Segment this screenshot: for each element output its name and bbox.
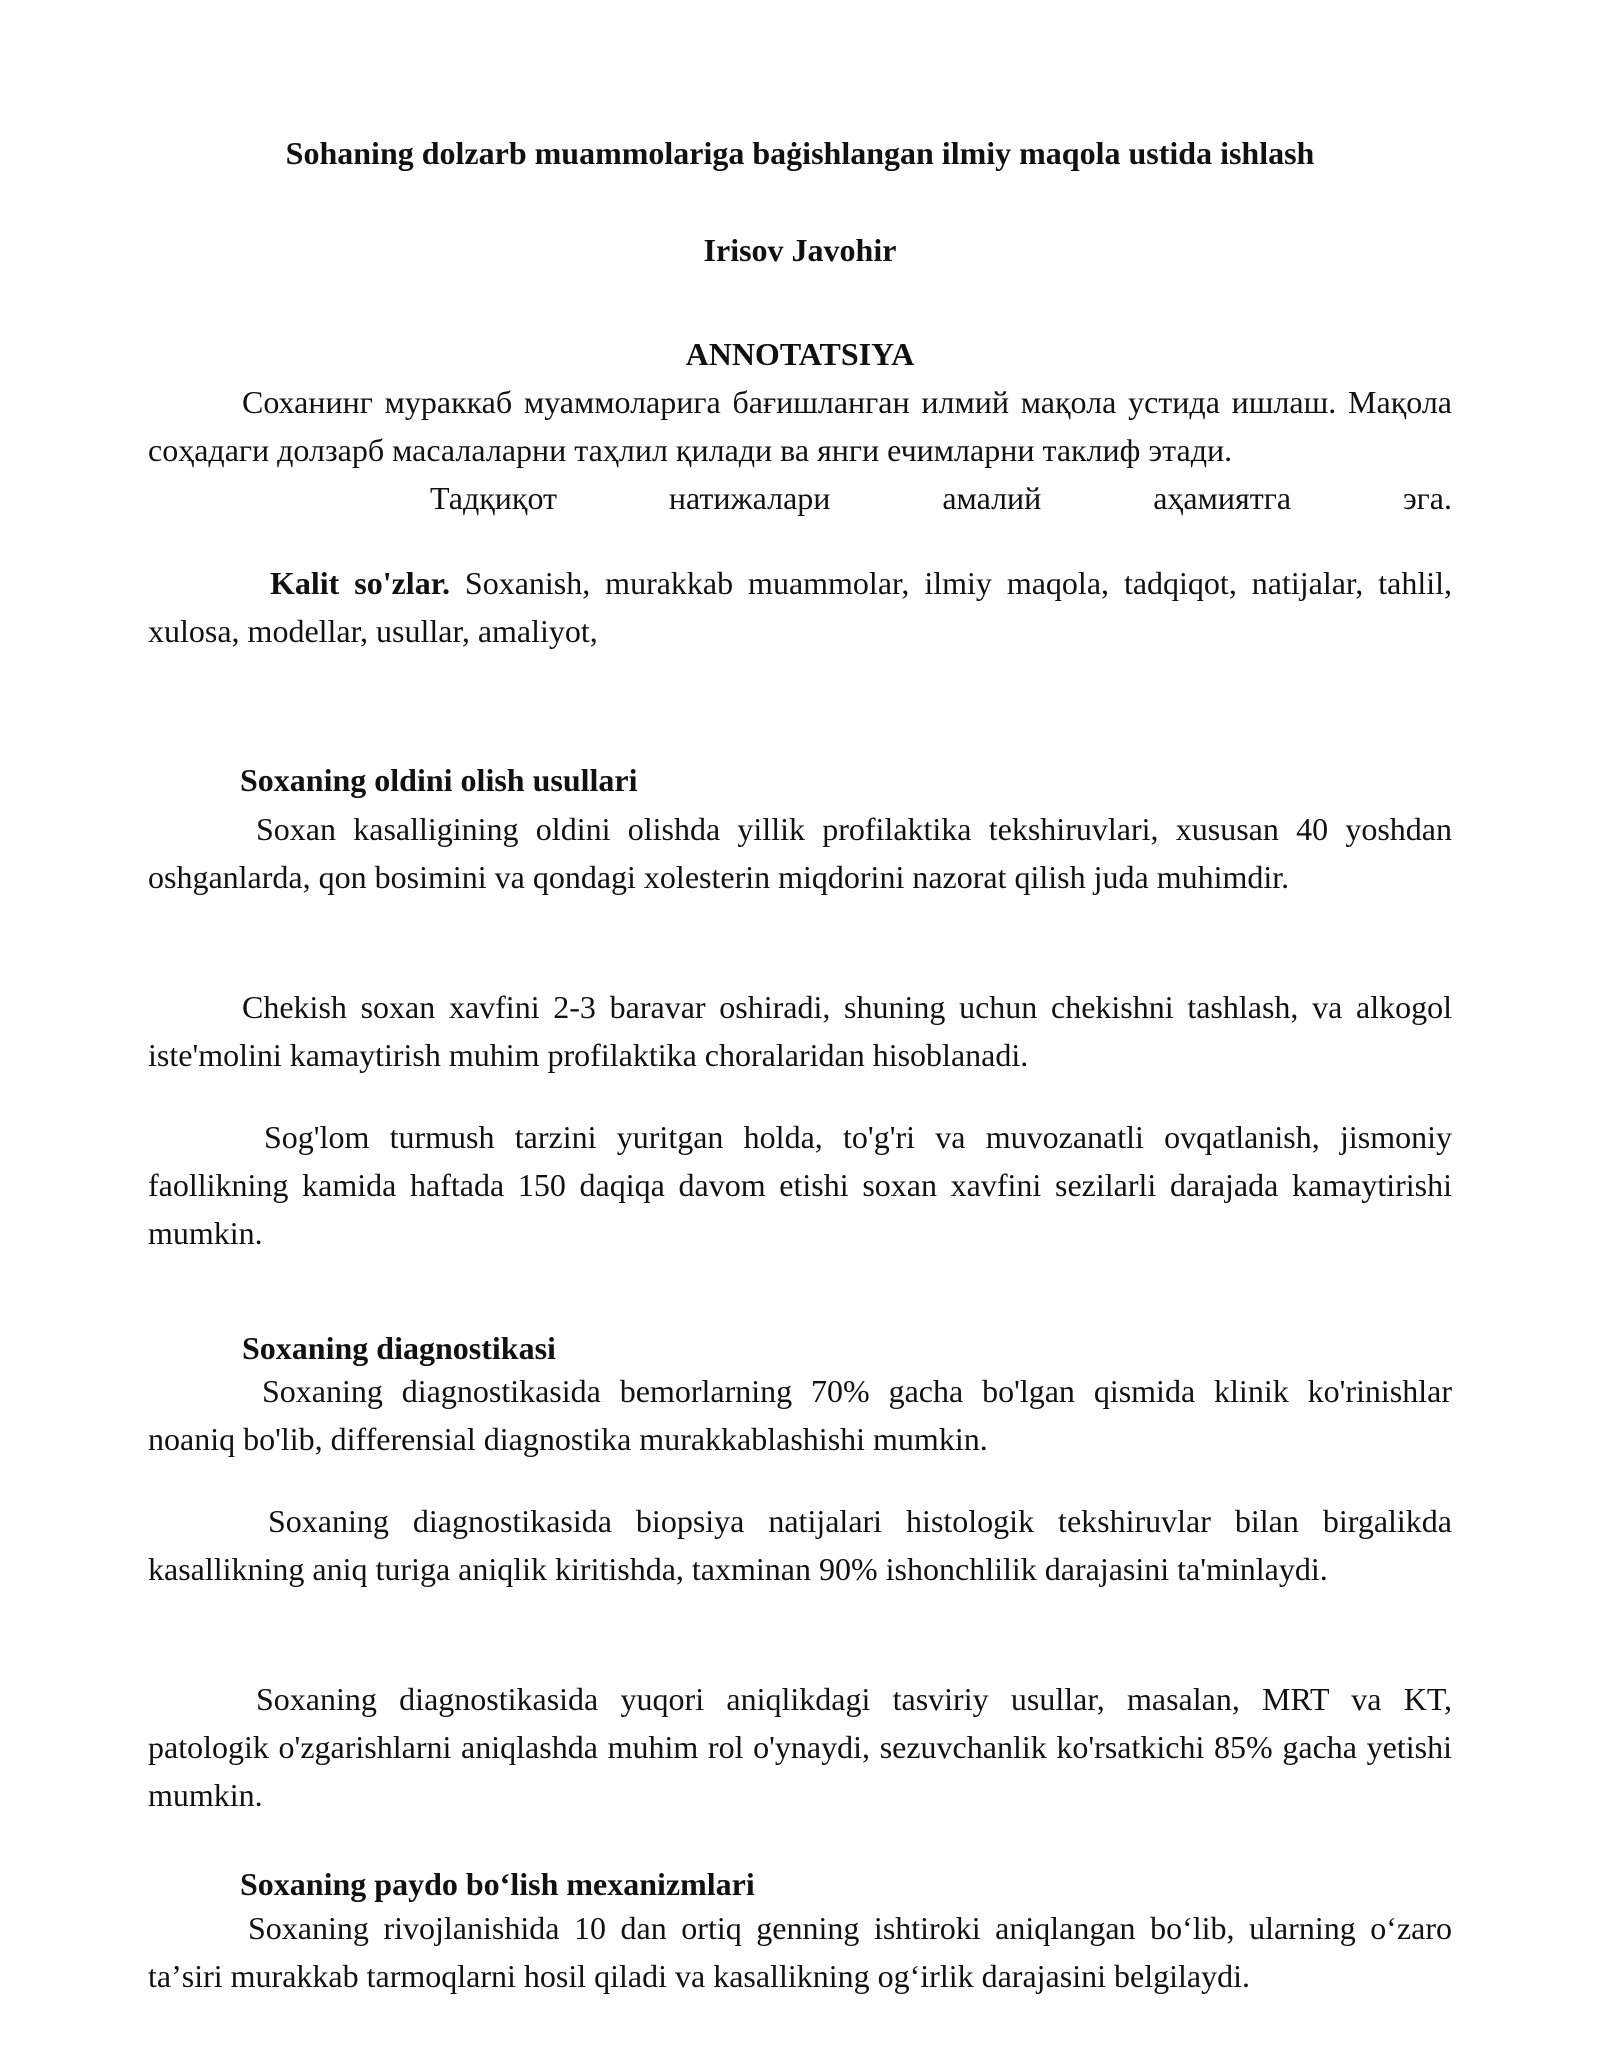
section-heading-prevention: Soxaning oldini olish usullari: [240, 762, 638, 798]
keywords-paragraph: [148, 559, 1452, 655]
section-heading-mechanisms: Soxaning paydo boʻlish mexanizmlari: [240, 1866, 755, 1902]
section-paragraph: Sog'lom turmush tarzini yuritgan holda, to'g'ri va muvozanatli ovqatlanish, jismoniy faollikning kamida haftada 150 daqiqa davom etishi soxan xavfini sezilarli darajada kamaytirishi mumkin.: [148, 1119, 1452, 1251]
section-paragraph: Soxaning diagnostikasida yuqori aniqlikdagi tasviriy usullar, masalan, MRT va KT, patologik o'zgarishlarni aniqlashda muhim rol o'ynaydi, sezuvchanlik ko'rsatkichi 85% gacha yetishi mumkin.: [148, 1681, 1452, 1813]
author-name: Irisov Javohir: [703, 232, 897, 268]
section-paragraph: Chekish soxan xavfini 2-3 baravar oshiradi, shuning uchun chekishni tashlash, va alkogol iste'molini kamaytirish muhim profilaktika choralaridan hisoblanadi.: [148, 989, 1452, 1073]
section-paragraph: Soxan kasalligining oldini olishda yillik profilaktika tekshiruvlari, xususan 40 yoshdan oshganlarda, qon bosimini va qondagi xolesterin miqdorini nazorat qilish juda muhimdir.: [148, 811, 1452, 895]
annotation-heading: ANNOTATSIYA: [685, 336, 915, 372]
keywords-label: Kalit so'zlar.: [270, 565, 450, 601]
section-paragraph: Soxaning rivojlanishida 10 dan ortiq genning ishtiroki aniqlangan boʻlib, ularning oʻzaro taʼsiri murakkab tarmoqlarni hosil qiladi va kasallikning ogʻirlik darajasini belgilaydi.: [148, 1910, 1452, 1994]
section-paragraph: Soxaning diagnostikasida bemorlarning 70% gacha bo'lgan qismida klinik ko'rinishlar noaniq bo'lib, differensial diagnostika murakkablashishi mumkin.: [148, 1373, 1452, 1457]
document-title: Sohaning dolzarb muammolariga baġishlangan ilmiy maqola ustida ishlash: [285, 135, 1315, 171]
section-heading-diagnostics: Soxaning diagnostikasi: [242, 1330, 556, 1366]
annotation-text: Соханинг мураккаб муаммоларига бағишланган илмий мақола устида ишлаш. Мақола соҳадаги долзарб масалаларни таҳлил қилади ва янги ечимларни таклиф этади.: [148, 384, 1452, 468]
annotation-last-line: Тадқиқот натижалари амалий аҳамиятга эга.: [430, 480, 1452, 516]
keywords-text: Soxanish, murakkab muammolar, ilmiy maqola, tadqiqot, natijalar, tahlil, xulosa, modellar, usullar, amaliyot,: [148, 565, 1453, 649]
section-paragraph: Soxaning diagnostikasida biopsiya natijalari histologik tekshiruvlar bilan birgalikda kasallikning aniq turiga aniqlik kiritishda, taxminan 90% ishonchlilik darajasini ta'minlaydi.: [148, 1503, 1452, 1587]
